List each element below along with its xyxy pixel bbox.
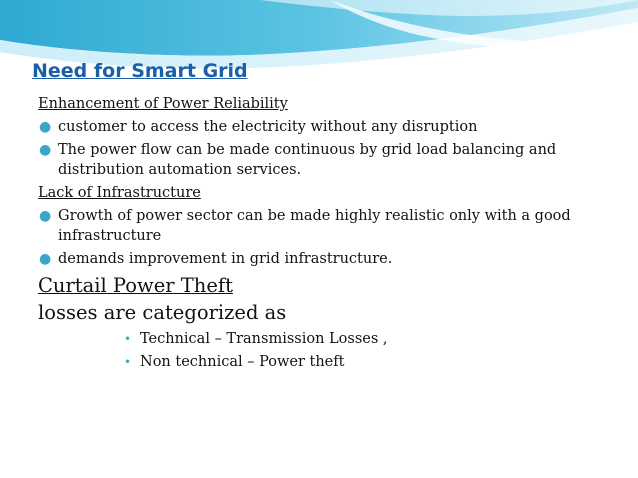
bullet-item <box>38 206 598 246</box>
bullet-item <box>38 249 598 269</box>
slide-content <box>38 94 598 375</box>
losses-intro-text: losses are categorized as <box>38 301 287 324</box>
curtail-power-theft-heading: Curtail Power Theft <box>38 274 233 297</box>
loss-item-text: Technical – Transmission Losses , <box>140 331 388 347</box>
bullet-text: The power flow can be made continuous by grid load balancing and distribution automation services. <box>58 142 557 178</box>
bullet-icon: ● <box>39 142 52 158</box>
bullet-item <box>38 117 598 137</box>
bullet-text: demands improvement in grid infrastructure. <box>58 251 393 267</box>
section-heading-infrastructure: Lack of Infrastructure <box>38 185 201 201</box>
sub-bullet-icon: • <box>124 355 132 369</box>
loss-item <box>38 329 598 349</box>
sub-bullet-icon: • <box>124 332 132 346</box>
bullet-icon: ● <box>39 208 52 224</box>
bullet-text: Growth of power sector can be made highly realistic only with a good infrastructure <box>58 208 571 244</box>
loss-item-text: Non technical – Power theft <box>140 354 345 370</box>
slide-title: Need for Smart Grid <box>32 60 248 82</box>
loss-item <box>38 352 598 372</box>
section-heading-power-reliability: Enhancement of Power Reliability <box>38 96 288 112</box>
bullet-item <box>38 140 598 180</box>
bullet-text: customer to access the electricity without any disruption <box>58 119 478 135</box>
bullet-icon: ● <box>39 119 52 135</box>
bullet-icon: ● <box>39 251 52 267</box>
